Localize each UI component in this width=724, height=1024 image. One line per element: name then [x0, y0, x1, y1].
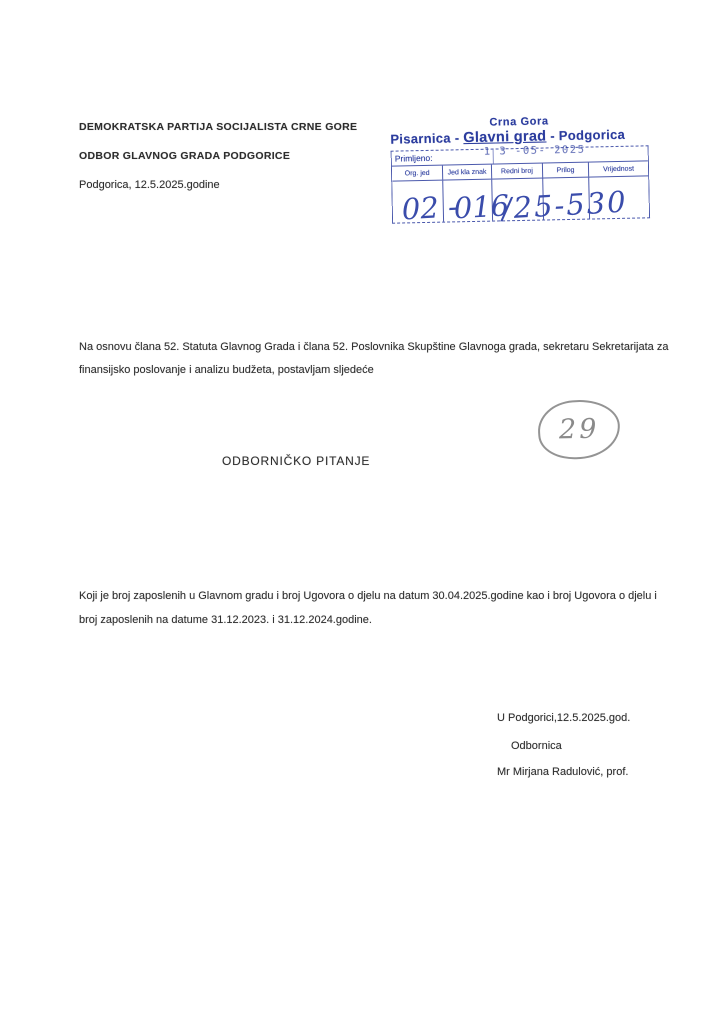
- stamp-column-jed-kla: Jed kla znak: [443, 165, 492, 180]
- sender-party-line: DEMOKRATSKA PARTIJA SOCIJALISTA CRNE GORE: [79, 121, 358, 133]
- stamp-received-date-stamp: 1 3 -05- 2025: [483, 143, 586, 158]
- stamp-column-redni-broj: Redni broj: [492, 164, 543, 179]
- stamp-column-vrijednost: Vrijednost: [603, 165, 635, 173]
- stamp-handwritten-entries: [391, 186, 650, 237]
- closing-role: Odbornica: [511, 740, 562, 752]
- intro-paragraph: Na osnovu člana 52. Statuta Glavnog Grada i člana 52. Poslovnika Skupštine Glavnoga grada, sekretaru Sekretarijata za finansijsko poslovanje i analizu budžeta, postavljam sljedeće: [79, 341, 669, 376]
- question-paragraph: Koji je broj zaposlenih u Glavnom gradu i broj Ugovora o djelu na datum 30.04.2025.godine kao i broj Ugovora o djelu i broj zaposlenih na datume 31.12.2023. i 31.12.2024.godine.: [79, 590, 657, 626]
- stamp-office-suffix: - Podgorica: [546, 126, 626, 144]
- stamp-handwritten-org-jed: 02 -: [400, 189, 459, 227]
- stamp-office-emphasis: Glavni grad: [463, 128, 547, 147]
- stamp-handwritten-redni-broj: /25-530: [500, 184, 629, 226]
- registry-annotation-number: 29: [558, 413, 600, 446]
- closing-signatory: Mr Mirjana Radulović, prof.: [497, 766, 629, 778]
- question-title: ODBORNIČKO PITANJE: [222, 454, 371, 468]
- stamp-office-prefix: Pisarnica -: [390, 130, 464, 147]
- stamp-received-label: Primljeno:: [392, 150, 495, 166]
- stamp-country-label: Crna Gora: [489, 115, 549, 129]
- sender-place-date-line: Podgorica, 12.5.2025.godine: [79, 179, 220, 191]
- registry-annotation-circle: [536, 397, 622, 462]
- stamp-column-org-jed: Org. jed: [392, 166, 443, 181]
- sender-header: [79, 121, 357, 208]
- registry-stamp: [390, 113, 650, 227]
- closing-place-date: U Podgorici,12.5.2025.god.: [497, 712, 631, 724]
- sender-board-line: ODBOR GLAVNOG GRADA PODGORICE: [79, 150, 291, 162]
- stamp-handwritten-jed-kla: 016: [452, 188, 511, 226]
- stamp-column-prilog: Prilog: [543, 163, 589, 178]
